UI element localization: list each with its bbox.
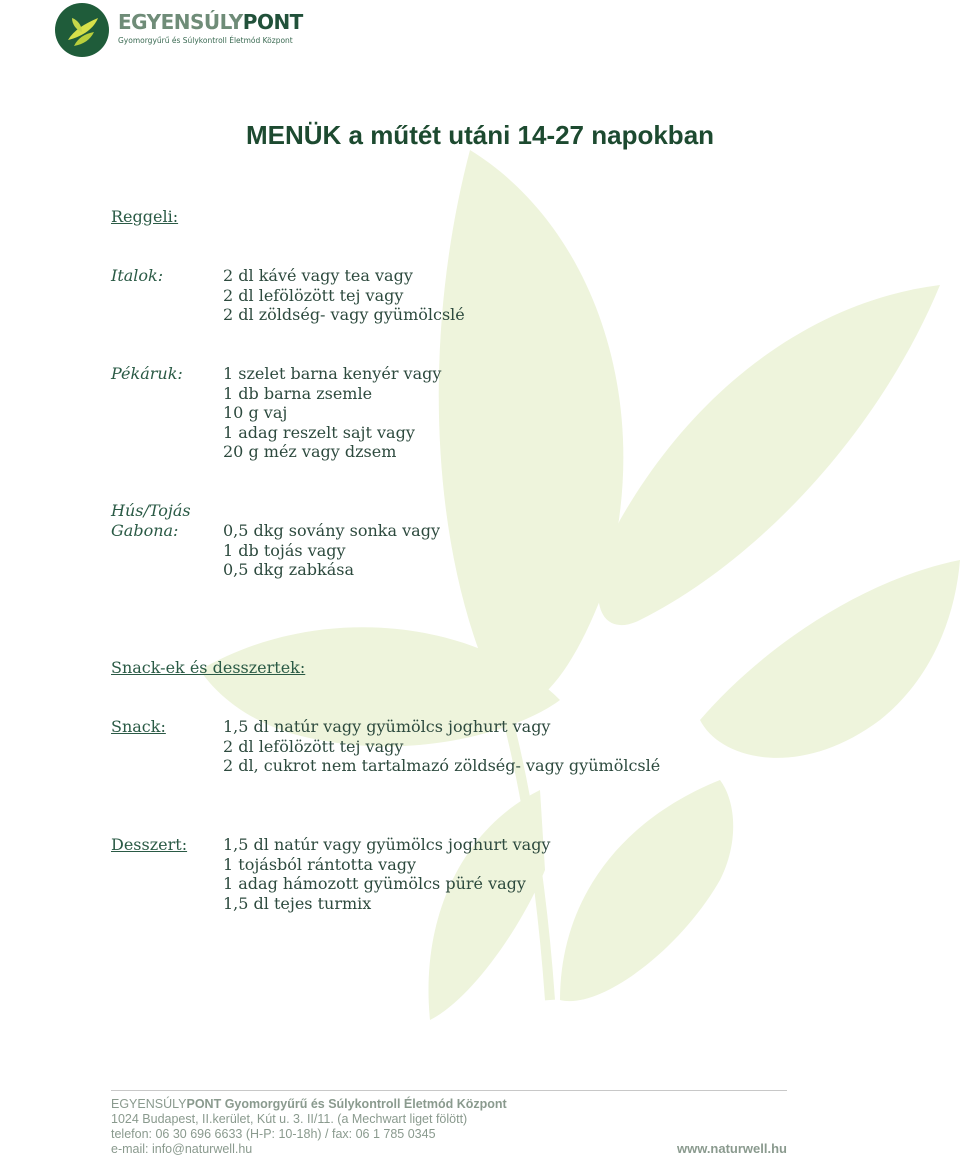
brand-name-part2: PONT: [242, 10, 303, 34]
group-label-dessert: [111, 835, 187, 854]
group-items-snack: [223, 717, 660, 776]
footer-email: e-mail: info@naturwell.hu: [111, 1142, 253, 1156]
list-item: 1 db barna zsemle: [223, 383, 373, 403]
footer-phone: telefon: 06 30 696 6633 (H-P: 10-18h) / fax: 06 1 785 0345: [111, 1127, 436, 1141]
leaf-logo-icon: [54, 2, 110, 58]
list-item: 1,5 dl natúr vagy gyümölcs joghurt vagy: [223, 835, 551, 854]
group-label-meat-egg-grain: [111, 501, 191, 540]
label-line: Snack:: [111, 717, 166, 736]
footer-divider: [111, 1090, 787, 1091]
footer-brand: [111, 1097, 787, 1112]
list-item: 0,5 dkg zabkása: [223, 560, 354, 580]
footer-brand-rest: Gyomorgyűrű és Súlykontroll Életmód Központ: [221, 1097, 507, 1111]
group-label-snack: [111, 717, 166, 736]
list-item: 2 dl lefölözött tej vagy: [223, 736, 404, 756]
group-label-bakery: [111, 364, 183, 383]
footer-address: 1024 Budapest, II.kerület, Kút u. 3. II/11. (a Mechwart liget fölött): [111, 1112, 468, 1126]
list-item: 0,5 dkg sovány sonka vagy: [223, 521, 440, 540]
footer-brand-part2: PONT: [186, 1097, 222, 1111]
list-item: 2 dl lefölözött tej vagy: [223, 285, 404, 305]
brand-tagline: Gyomorgyűrű és Súlykontroll Életmód Központ: [118, 36, 293, 45]
group-label-drinks: [111, 266, 163, 285]
label-line: Pékáruk:: [111, 364, 183, 383]
list-item: 10 g vaj: [223, 403, 288, 423]
footer-brand-part1: EGYENSÚLY: [111, 1097, 187, 1111]
brand-name: [118, 10, 303, 34]
section-heading-snacks: Snack-ek és desszertek:: [111, 658, 306, 677]
list-item: 1,5 dl tejes turmix: [223, 893, 372, 913]
page-title: MENÜK a műtét utáni 14-27 napokban: [245, 120, 715, 150]
label-line: Italok:: [111, 266, 164, 285]
brand-logo: [54, 2, 303, 58]
label-line: Gabona:: [111, 520, 179, 540]
list-item: 2 dl, cukrot nem tartalmazó zöldség- vagy gyümölcslé: [223, 756, 661, 776]
footer-website-link[interactable]: www.naturwell.hu: [676, 1141, 787, 1156]
list-item: 1,5 dl natúr vagy gyümölcs joghurt vagy: [223, 717, 551, 736]
group-items-meat-egg-grain: [223, 521, 440, 580]
list-item: 1 db tojás vagy: [223, 540, 346, 560]
list-item: 1 tojásból rántotta vagy: [223, 854, 417, 874]
section-heading-breakfast: Reggeli:: [111, 207, 179, 226]
list-item: 1 szelet barna kenyér vagy: [223, 364, 442, 383]
list-item: 2 dl zöldség- vagy gyümölcslé: [223, 305, 465, 325]
label-line: Hús/Tojás: [111, 501, 191, 520]
label-line: Desszert:: [111, 835, 188, 854]
list-item: 20 g méz vagy dzsem: [223, 442, 397, 462]
group-items-bakery: [223, 364, 441, 462]
brand-name-part1: EGYENSÚLY: [118, 10, 243, 34]
group-items-dessert: [223, 835, 550, 913]
group-items-drinks: [223, 266, 465, 325]
list-item: 1 adag hámozott gyümölcs püré vagy: [223, 874, 526, 894]
list-item: 1 adag reszelt sajt vagy: [223, 422, 415, 442]
list-item: 2 dl kávé vagy tea vagy: [223, 266, 413, 285]
